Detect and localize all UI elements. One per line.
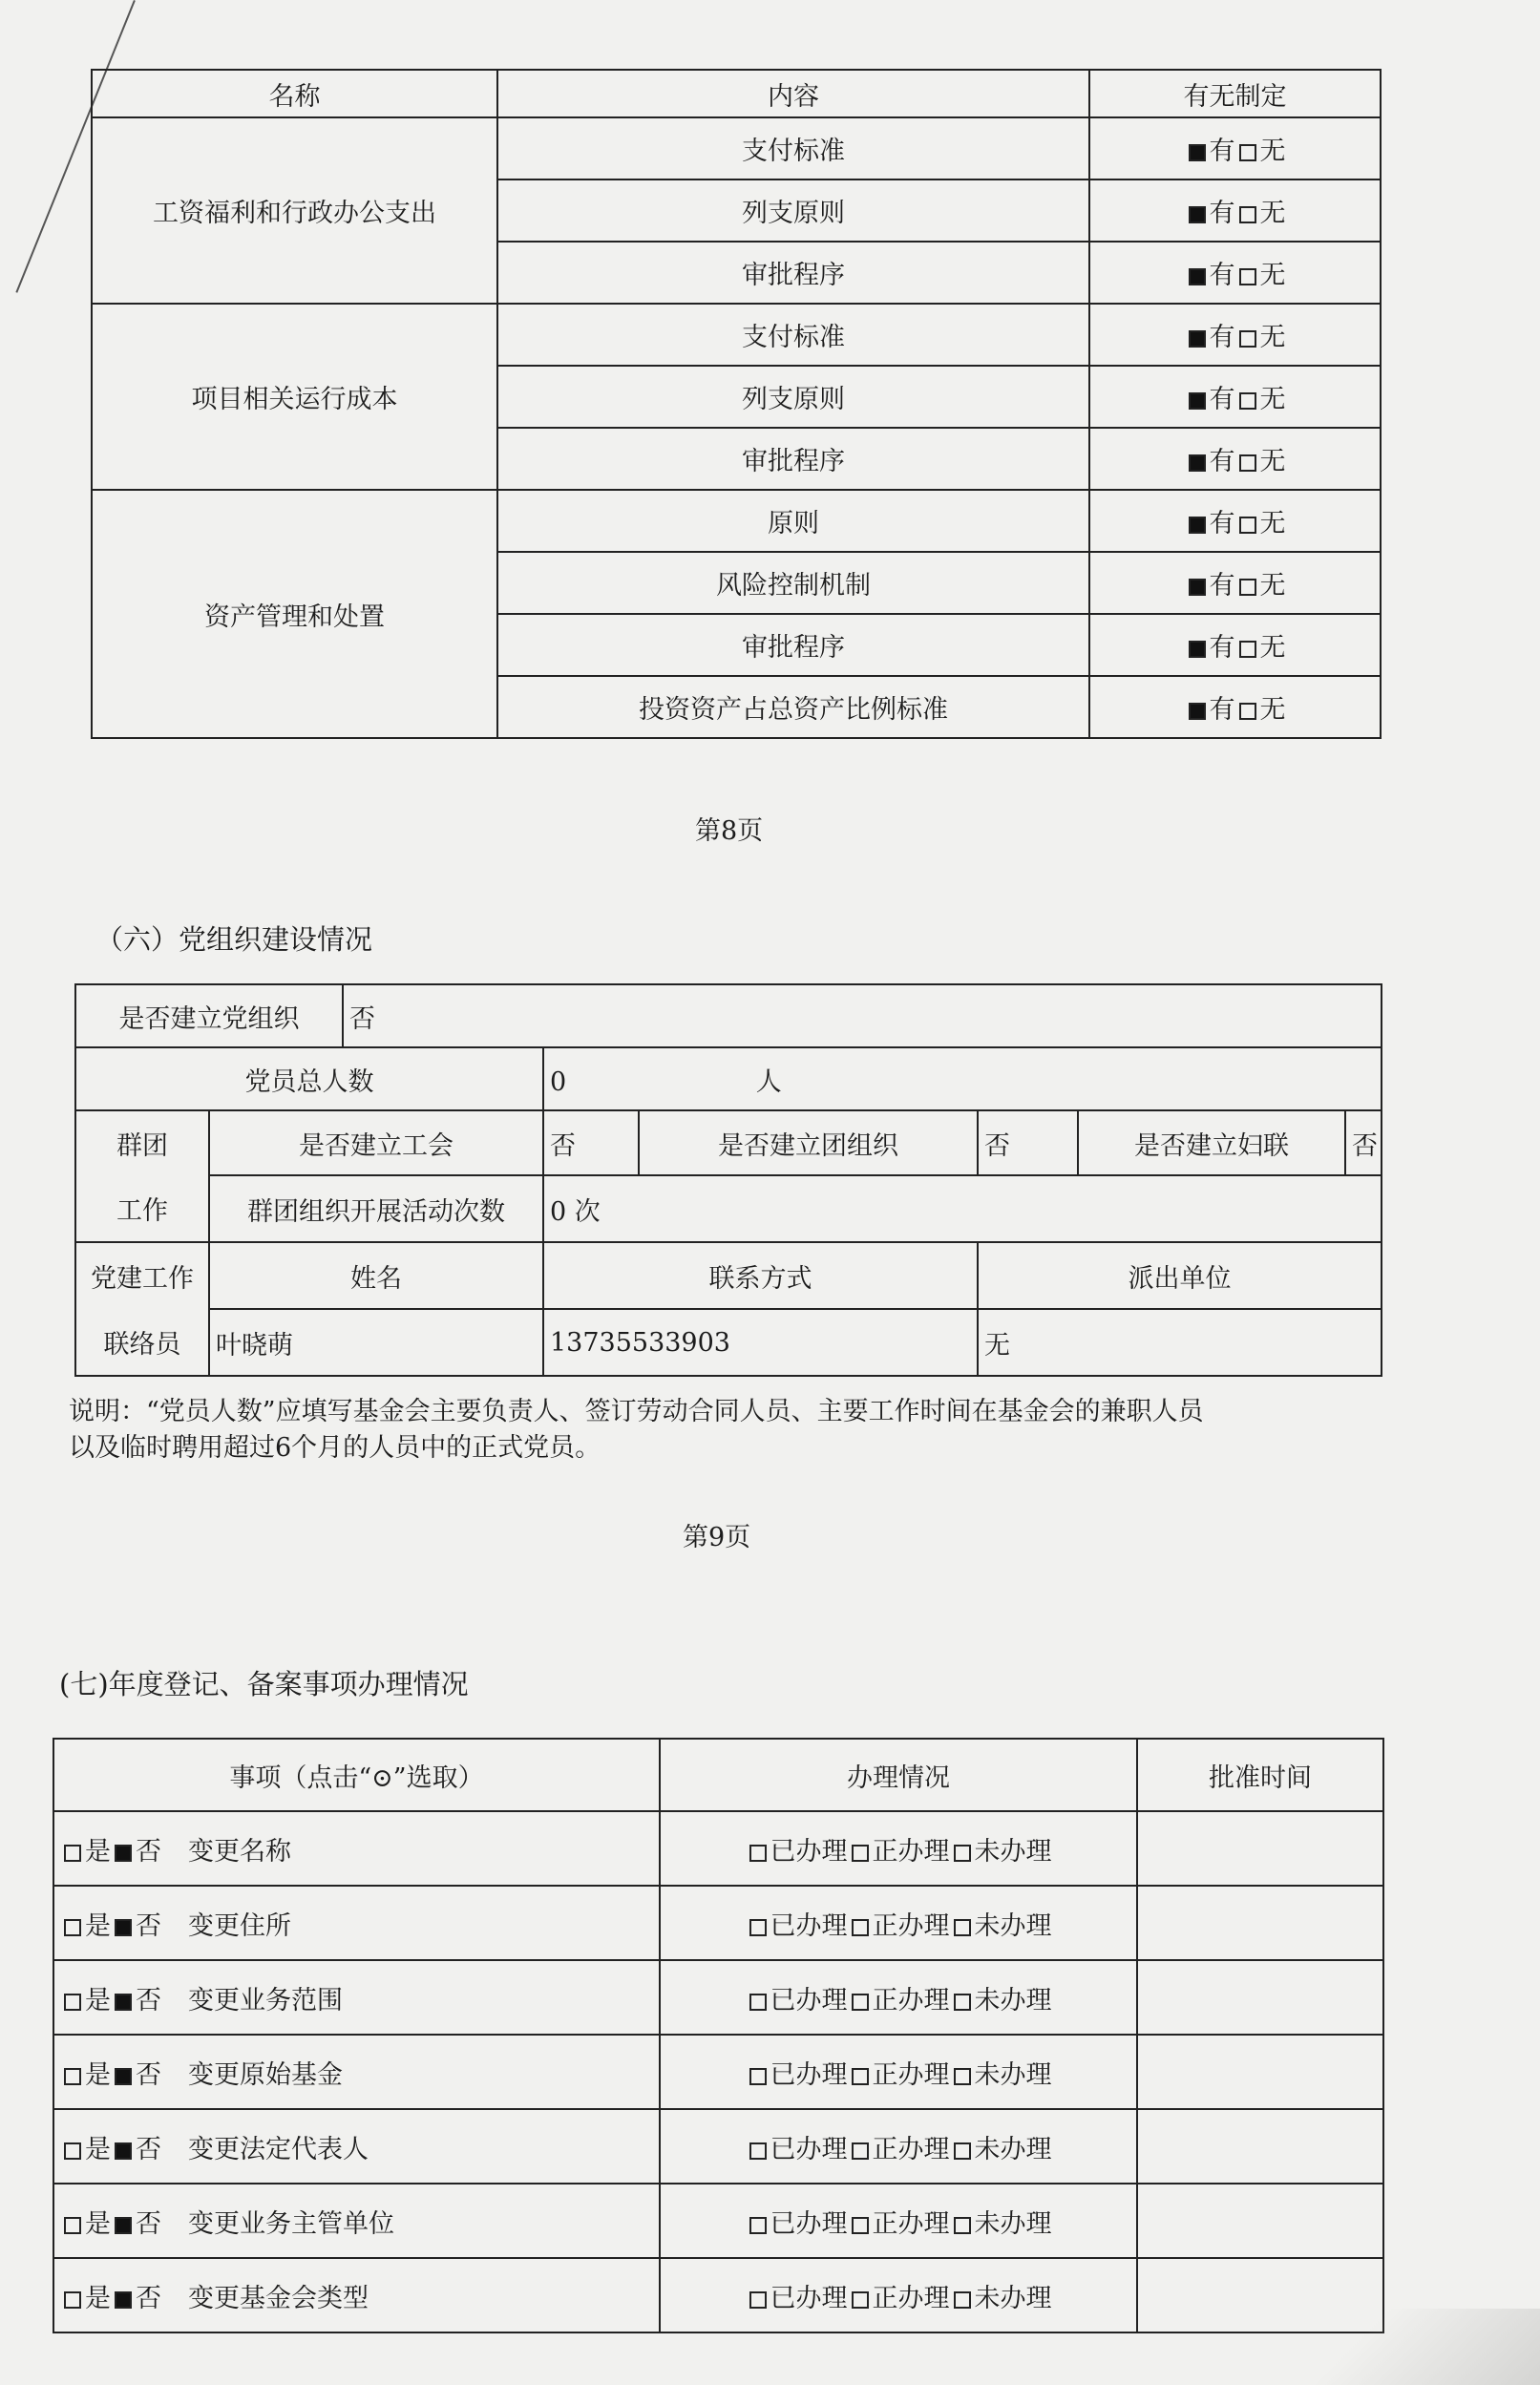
unchecked-box-icon[interactable]	[852, 1919, 869, 1936]
no-label: 否	[136, 1985, 161, 2016]
page-number-9: 第9页	[683, 1523, 751, 1552]
unchecked-box-icon[interactable]	[64, 1994, 81, 2011]
item-cell	[53, 2109, 660, 2184]
item-label: 变更住所	[188, 1910, 291, 1941]
members-value: 0	[550, 1066, 567, 1097]
members-cell	[543, 1047, 1382, 1110]
has-policy-options	[1089, 428, 1381, 490]
no-label: 无	[1259, 571, 1286, 601]
yes-label: 是	[85, 1985, 111, 2016]
checked-box-icon[interactable]	[1189, 206, 1206, 223]
checked-box-icon[interactable]	[1189, 517, 1206, 534]
status-label: 已办理	[770, 2208, 848, 2239]
activity-value: 0 次	[543, 1175, 1382, 1242]
status-label: 已办理	[770, 1836, 848, 1867]
checked-box-icon[interactable]	[1189, 392, 1206, 410]
unchecked-box-icon[interactable]	[852, 1994, 869, 2011]
table-row	[53, 2109, 1383, 2184]
liaison-name: 叶晓萌	[209, 1309, 543, 1376]
expenditure-policy-table	[91, 69, 1382, 739]
yes-label: 有	[1209, 695, 1235, 725]
no-label: 无	[1259, 323, 1286, 352]
unchecked-box-icon[interactable]	[954, 2142, 971, 2160]
status-options	[660, 1886, 1137, 1960]
has-policy-options	[1089, 366, 1381, 428]
yes-label: 有	[1209, 447, 1235, 476]
unchecked-box-icon[interactable]	[64, 2142, 81, 2160]
unchecked-box-icon[interactable]	[1239, 641, 1256, 658]
unchecked-box-icon[interactable]	[1239, 703, 1256, 720]
item-label: 变更名称	[188, 1836, 291, 1867]
yes-label: 有	[1209, 199, 1235, 228]
unchecked-box-icon[interactable]	[1239, 517, 1256, 534]
unchecked-box-icon[interactable]	[749, 2217, 767, 2234]
status-label: 正办理	[872, 2059, 950, 2090]
status-label: 正办理	[872, 1836, 950, 1867]
status-options	[660, 1811, 1137, 1886]
section7-title: (七)年度登记、备案事项办理情况	[59, 1668, 469, 1700]
status-label: 已办理	[770, 2134, 848, 2164]
item-cell	[53, 1886, 660, 1960]
liaison-label-1: 党建工作	[75, 1242, 209, 1309]
unchecked-box-icon[interactable]	[954, 1845, 971, 1862]
status-label: 未办理	[974, 1910, 1052, 1941]
members-unit: 人	[755, 1066, 782, 1097]
content-item: 支付标准	[497, 304, 1089, 366]
unchecked-box-icon[interactable]	[954, 1994, 971, 2011]
status-label: 正办理	[872, 1910, 950, 1941]
section6-title: （六）党组织建设情况	[95, 923, 373, 956]
no-label: 无	[1259, 385, 1286, 414]
checked-box-icon[interactable]	[115, 2291, 132, 2309]
unchecked-box-icon[interactable]	[1239, 454, 1256, 472]
content-item: 投资资产占总资产比例标准	[497, 676, 1089, 738]
unchecked-box-icon[interactable]	[954, 2068, 971, 2085]
checked-box-icon[interactable]	[1189, 641, 1206, 658]
category-name: 资产管理和处置	[92, 490, 497, 738]
has-policy-options	[1089, 490, 1381, 552]
approval-time-cell[interactable]	[1137, 1960, 1383, 2035]
checked-box-icon[interactable]	[115, 2142, 132, 2160]
unchecked-box-icon[interactable]	[1239, 268, 1256, 285]
checked-box-icon[interactable]	[1189, 454, 1206, 472]
unchecked-box-icon[interactable]	[954, 2291, 971, 2309]
status-options	[660, 2035, 1137, 2109]
status-label: 未办理	[974, 1985, 1052, 2016]
status-label: 正办理	[872, 2208, 950, 2239]
status-options	[660, 2109, 1137, 2184]
unchecked-box-icon[interactable]	[852, 2217, 869, 2234]
checked-box-icon[interactable]	[1189, 330, 1206, 348]
has-policy-options	[1089, 552, 1381, 614]
status-label: 已办理	[770, 1910, 848, 1941]
unchecked-box-icon[interactable]	[852, 1845, 869, 1862]
item-cell	[53, 1811, 660, 1886]
content-item: 支付标准	[497, 117, 1089, 179]
content-item: 列支原则	[497, 179, 1089, 242]
unchecked-box-icon[interactable]	[749, 2068, 767, 2085]
checked-box-icon[interactable]	[115, 2217, 132, 2234]
p8-header-0: 名称	[92, 70, 497, 117]
women-value: 否	[1345, 1110, 1382, 1175]
approval-time-cell[interactable]	[1137, 2109, 1383, 2184]
status-label: 未办理	[974, 2283, 1052, 2313]
explanation-note	[69, 1394, 1386, 1467]
liaison-label-2: 联络员	[75, 1309, 209, 1376]
has-policy-options	[1089, 676, 1381, 738]
no-label: 否	[136, 2208, 161, 2239]
league-label: 是否建立团组织	[639, 1110, 978, 1175]
status-label: 已办理	[770, 2059, 848, 2090]
name-header: 姓名	[209, 1242, 543, 1309]
approval-time-cell[interactable]	[1137, 1886, 1383, 1960]
approval-time-cell[interactable]	[1137, 2184, 1383, 2258]
has-policy-options	[1089, 304, 1381, 366]
item-label: 变更原始基金	[188, 2059, 343, 2090]
status-label: 已办理	[770, 1985, 848, 2016]
checked-box-icon[interactable]	[115, 2068, 132, 2085]
item-label: 变更业务主管单位	[188, 2208, 394, 2239]
unchecked-box-icon[interactable]	[1239, 330, 1256, 348]
status-label: 未办理	[974, 2059, 1052, 2090]
checked-box-icon[interactable]	[115, 1845, 132, 1862]
unchecked-box-icon[interactable]	[64, 1919, 81, 1936]
no-label: 无	[1259, 509, 1286, 538]
no-label: 无	[1259, 633, 1286, 663]
party-building-table	[74, 983, 1382, 1377]
liaison-contact: 13735533903	[543, 1309, 978, 1376]
unchecked-box-icon[interactable]	[954, 2217, 971, 2234]
no-label: 否	[136, 1910, 161, 1941]
no-label: 否	[136, 1836, 161, 1867]
yes-label: 是	[85, 2059, 111, 2090]
checked-box-icon[interactable]	[115, 1919, 132, 1936]
approval-time-cell[interactable]	[1137, 1811, 1383, 1886]
s7-header-1: 办理情况	[660, 1739, 1137, 1811]
unchecked-box-icon[interactable]	[64, 2217, 81, 2234]
p8-header-1: 内容	[497, 70, 1089, 117]
unchecked-box-icon[interactable]	[852, 2142, 869, 2160]
checked-box-icon[interactable]	[1189, 703, 1206, 720]
table-row	[53, 1886, 1383, 1960]
union-label: 是否建立工会	[209, 1110, 543, 1175]
s7-header-2: 批准时间	[1137, 1739, 1383, 1811]
checked-box-icon[interactable]	[1189, 579, 1206, 596]
members-label: 党员总人数	[75, 1047, 543, 1110]
content-item: 原则	[497, 490, 1089, 552]
no-label: 无	[1259, 695, 1286, 725]
status-label: 未办理	[974, 2134, 1052, 2164]
unchecked-box-icon[interactable]	[852, 2291, 869, 2309]
yes-label: 是	[85, 1836, 111, 1867]
union-value: 否	[543, 1110, 639, 1175]
status-label: 未办理	[974, 1836, 1052, 1867]
item-cell	[53, 1960, 660, 2035]
table-row	[92, 490, 1381, 552]
mass-work-label-2: 工作	[75, 1175, 209, 1242]
status-options	[660, 2258, 1137, 2332]
note-line-2: 以及临时聘用超过6个月的人员中的正式党员。	[69, 1433, 601, 1463]
item-label: 变更业务范围	[188, 1985, 343, 2016]
unchecked-box-icon[interactable]	[1239, 579, 1256, 596]
unchecked-box-icon[interactable]	[749, 2291, 767, 2309]
unit-header: 派出单位	[978, 1242, 1382, 1309]
status-label: 正办理	[872, 2283, 950, 2313]
yes-label: 有	[1209, 137, 1235, 166]
table-row	[53, 2184, 1383, 2258]
unchecked-box-icon[interactable]	[64, 2068, 81, 2085]
p8-header-2: 有无制定	[1089, 70, 1381, 117]
yes-label: 有	[1209, 633, 1235, 663]
unchecked-box-icon[interactable]	[852, 2068, 869, 2085]
unchecked-box-icon[interactable]	[1239, 144, 1256, 161]
item-cell	[53, 2258, 660, 2332]
item-label: 变更基金会类型	[188, 2283, 369, 2313]
unchecked-box-icon[interactable]	[749, 1994, 767, 2011]
league-value: 否	[978, 1110, 1078, 1175]
unchecked-box-icon[interactable]	[749, 1919, 767, 1936]
no-label: 无	[1259, 447, 1286, 476]
status-label: 正办理	[872, 2134, 950, 2164]
item-cell	[53, 2035, 660, 2109]
checked-box-icon[interactable]	[115, 1994, 132, 2011]
no-label: 否	[136, 2134, 161, 2164]
status-options	[660, 2184, 1137, 2258]
party-org-value: 否	[343, 984, 1382, 1047]
yes-label: 有	[1209, 571, 1235, 601]
no-label: 无	[1259, 137, 1286, 166]
note-line-1: 说明：“党员人数”应填写基金会主要负责人、签订劳动合同人员、主要工作时间在基金会的兼职人员	[69, 1397, 1204, 1426]
category-name: 工资福利和行政办公支出	[92, 117, 497, 304]
party-org-label: 是否建立党组织	[75, 984, 343, 1047]
yes-label: 有	[1209, 509, 1235, 538]
has-policy-options	[1089, 117, 1381, 179]
no-label: 否	[136, 2283, 161, 2313]
yes-label: 有	[1209, 323, 1235, 352]
content-item: 审批程序	[497, 614, 1089, 676]
page-number-8: 第8页	[695, 816, 764, 846]
unchecked-box-icon[interactable]	[749, 1845, 767, 1862]
category-name: 项目相关运行成本	[92, 304, 497, 490]
table-row	[92, 117, 1381, 179]
page-shadow	[1292, 2309, 1540, 2385]
content-item: 审批程序	[497, 242, 1089, 304]
status-label: 已办理	[770, 2283, 848, 2313]
registration-items-table	[53, 1738, 1384, 2333]
yes-label: 是	[85, 1910, 111, 1941]
mass-work-label-1: 群团	[75, 1110, 209, 1175]
no-label: 无	[1259, 199, 1286, 228]
yes-label: 是	[85, 2283, 111, 2313]
table-row	[92, 304, 1381, 366]
checked-box-icon[interactable]	[1189, 268, 1206, 285]
approval-time-cell[interactable]	[1137, 2035, 1383, 2109]
table-row	[53, 1811, 1383, 1886]
unchecked-box-icon[interactable]	[1239, 206, 1256, 223]
contact-header: 联系方式	[543, 1242, 978, 1309]
unchecked-box-icon[interactable]	[1239, 392, 1256, 410]
no-label: 无	[1259, 261, 1286, 290]
table-row	[53, 2035, 1383, 2109]
has-policy-options	[1089, 242, 1381, 304]
liaison-unit: 无	[978, 1309, 1382, 1376]
unchecked-box-icon[interactable]	[64, 2291, 81, 2309]
checked-box-icon[interactable]	[1189, 144, 1206, 161]
activity-label: 群团组织开展活动次数	[209, 1175, 543, 1242]
table-row	[53, 2258, 1383, 2332]
yes-label: 有	[1209, 261, 1235, 290]
has-policy-options	[1089, 614, 1381, 676]
women-label: 是否建立妇联	[1078, 1110, 1345, 1175]
unchecked-box-icon[interactable]	[749, 2142, 767, 2160]
content-item: 审批程序	[497, 428, 1089, 490]
s7-header-0: 事项（点击“⊙”选取）	[53, 1739, 660, 1811]
content-item: 风险控制机制	[497, 552, 1089, 614]
status-label: 正办理	[872, 1985, 950, 2016]
table-row	[53, 1960, 1383, 2035]
yes-label: 有	[1209, 385, 1235, 414]
unchecked-box-icon[interactable]	[64, 1845, 81, 1862]
item-label: 变更法定代表人	[188, 2134, 369, 2164]
yes-label: 是	[85, 2134, 111, 2164]
content-item: 列支原则	[497, 366, 1089, 428]
item-cell	[53, 2184, 660, 2258]
status-label: 未办理	[974, 2208, 1052, 2239]
yes-label: 是	[85, 2208, 111, 2239]
has-policy-options	[1089, 179, 1381, 242]
status-options	[660, 1960, 1137, 2035]
no-label: 否	[136, 2059, 161, 2090]
unchecked-box-icon[interactable]	[954, 1919, 971, 1936]
